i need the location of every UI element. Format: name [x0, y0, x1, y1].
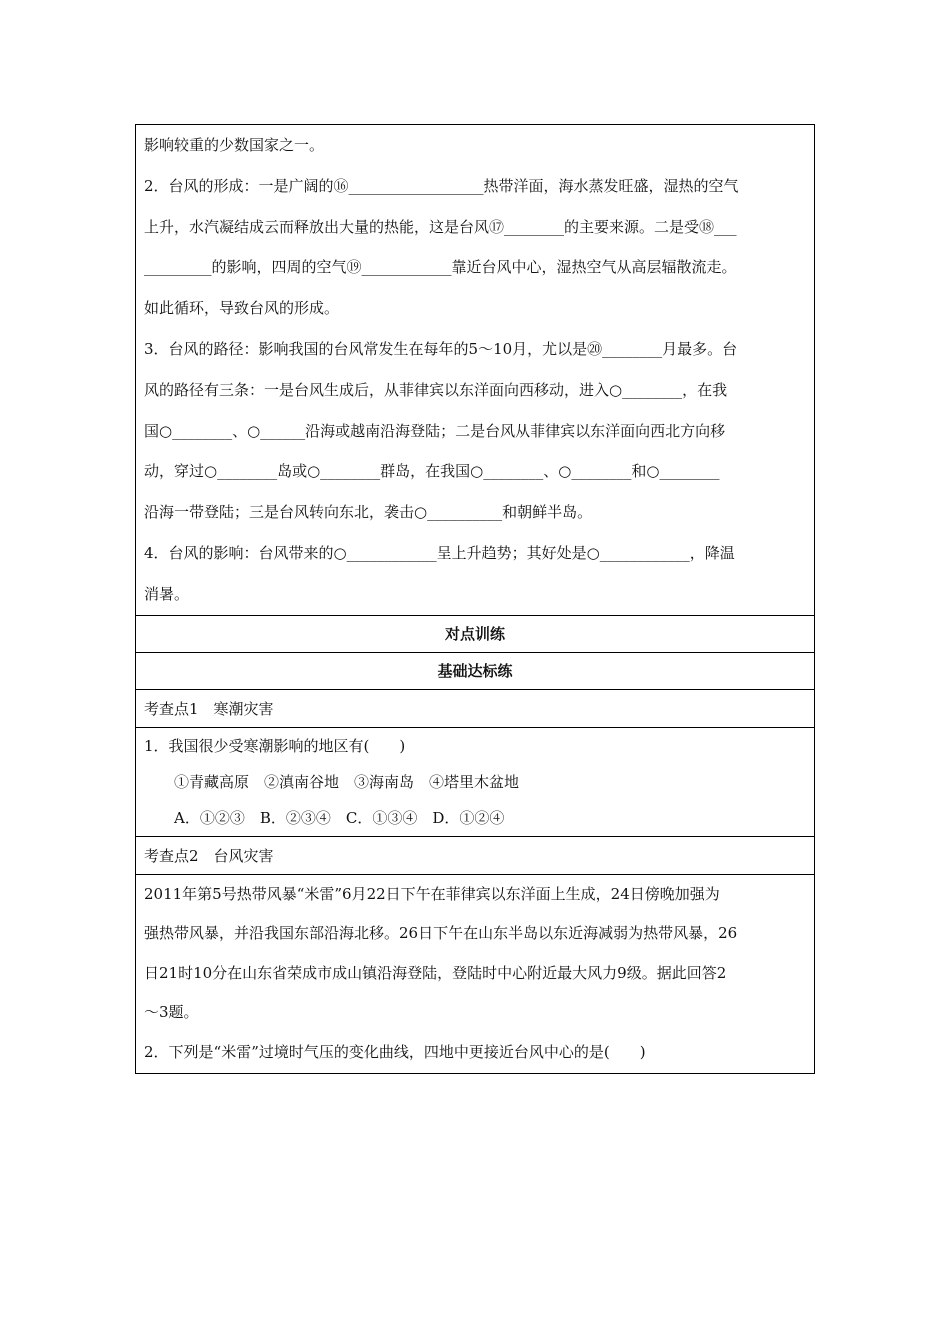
- heading-basic: 基础达标练: [136, 653, 814, 690]
- text-line: 如此循环，导致台风的形成。: [144, 299, 340, 318]
- worksheet-table: [135, 124, 815, 1074]
- text-line: 沿海一带登陆；三是台风转向东北，袭击○__________和朝鲜半岛。: [144, 503, 593, 522]
- text-line: 风的路径有三条：一是台风生成后，从菲律宾以东洋面向西移动，进入○________，在我: [144, 380, 728, 399]
- text-line: 上升，水汽凝结成云而释放出大量的热能，这是台风⑰________的主要来源。二是受⑱___: [144, 217, 737, 236]
- text-line: 日21时10分在山东省荣成市成山镇沿海登陆，登陆时中心附近最大风力9级。据此回答2: [144, 963, 727, 982]
- heading-training: 对点训练: [136, 616, 814, 653]
- text-line: _________的影响，四周的空气⑲____________靠近台风中心，湿热空气从高层辐散流走。: [144, 258, 737, 277]
- typhoon-notes-section: [136, 125, 814, 616]
- question-1: [136, 728, 814, 837]
- question-1-options: A．①②③ B．②③④ C．①③④ D．①②④: [174, 808, 505, 827]
- text-line: 影响较重的少数国家之一。: [144, 136, 325, 154]
- checkpoint-2-label: 考查点2 台风灾害: [136, 837, 814, 875]
- text-line: 动，穿过○________岛或○________群岛，在我国○________、○________和○________: [144, 462, 720, 481]
- question-1-items: ①青藏高原 ②滇南谷地 ③海南岛 ④塔里木盆地: [174, 772, 520, 791]
- text-line: 强热带风暴，并沿我国东部沿海北移。26日下午在山东半岛以东近海减弱为热带风暴，26: [144, 924, 738, 943]
- checkpoint-1-label: 考查点1 寒潮灾害: [136, 690, 814, 728]
- text-line: 消暑。: [144, 584, 190, 603]
- text-line: 2．下列是“米雷”过境时气压的变化曲线，四地中更接近台风中心的是( ): [144, 1042, 646, 1061]
- passage-section: [136, 875, 814, 1073]
- text-line: 2011年第5号热带风暴“米雷”6月22日下午在菲律宾以东洋面上生成，24日傍晚加强为: [144, 884, 720, 903]
- text-line: ～3题。: [144, 1003, 199, 1022]
- question-1-stem: 1．我国很少受寒潮影响的地区有( ): [144, 736, 406, 755]
- text-line: 国○________、○______沿海或越南沿海登陆；二是台风从菲律宾以东洋面向西北方向移: [144, 421, 726, 440]
- text-line: 2．台风的形成：一是广阔的⑯__________________热带洋面，海水蒸发旺盛，湿热的空气: [144, 176, 739, 195]
- text-line: 4．台风的影响：台风带来的○____________呈上升趋势；其好处是○____________，降温: [144, 543, 735, 562]
- text-line: 3．台风的路径：影响我国的台风常发生在每年的5～10月，尤以是⑳________月最多。台: [144, 339, 738, 358]
